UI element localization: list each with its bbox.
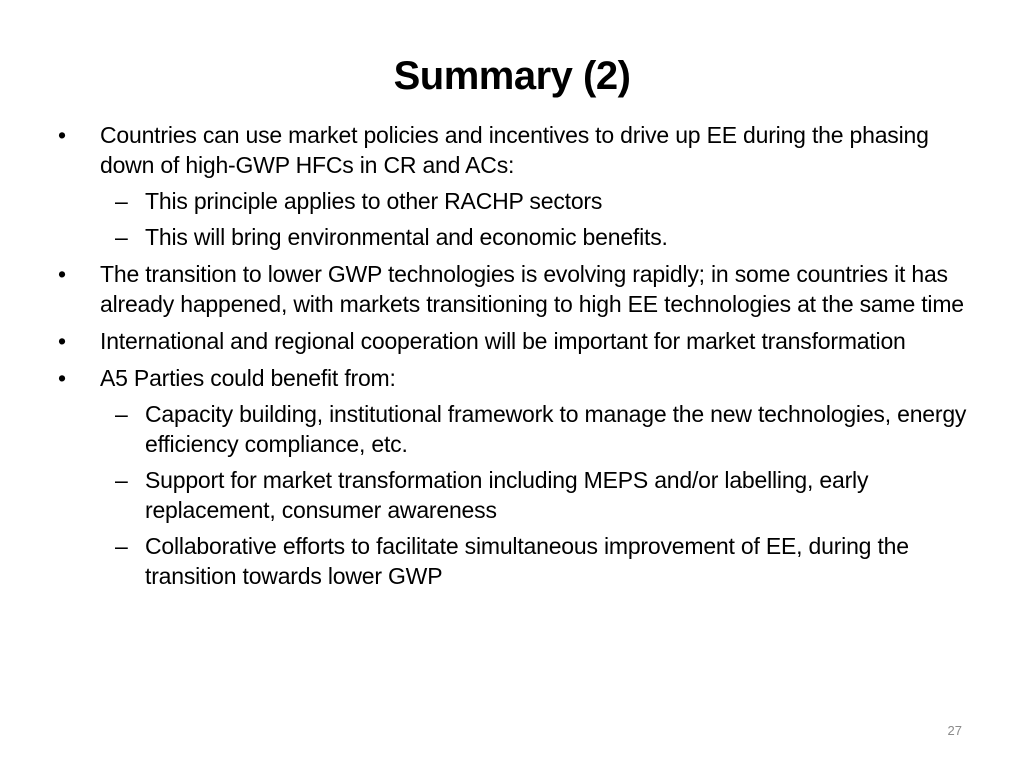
sub-bullet-text: Capacity building, institutional framework to manage the new technologies, energy efficiency compliance, etc. — [145, 401, 967, 457]
bullet-item — [0, 326, 1024, 356]
bullet-text: A5 Parties could benefit from: — [100, 365, 396, 391]
bullet-item — [0, 363, 1024, 393]
sub-bullet-marker: – — [115, 188, 128, 214]
bullet-text: International and regional cooperation will be important for market transformation — [100, 328, 906, 354]
bullet-marker: • — [58, 365, 66, 391]
sub-bullet-marker: – — [115, 467, 128, 493]
bullet-text: The transition to lower GWP technologies is evolving rapidly; in some countries it has already happened, with markets transitioning to high EE technologies at the same time — [100, 261, 964, 317]
bullet-marker: • — [58, 122, 66, 148]
page-number: 27 — [947, 723, 962, 738]
sub-bullet-marker: – — [115, 533, 128, 559]
bullet-item — [0, 259, 1024, 319]
sub-bullet-marker: – — [115, 401, 128, 427]
sub-bullet-marker: – — [115, 224, 128, 250]
bullet-marker: • — [58, 261, 66, 287]
sub-bullet-text: This will bring environmental and economic benefits. — [145, 224, 668, 250]
sub-bullet-item — [0, 465, 1024, 525]
sub-bullet-item — [0, 399, 1024, 459]
sub-bullet-text: Collaborative efforts to facilitate simultaneous improvement of EE, during the transition towards lower GWP — [145, 533, 909, 589]
bullet-text: Countries can use market policies and incentives to drive up EE during the phasing down of high-GWP HFCs in CR and ACs: — [100, 122, 929, 178]
bullet-list — [0, 120, 1024, 591]
sub-bullet-item — [0, 222, 1024, 252]
sub-bullet-item — [0, 531, 1024, 591]
sub-bullet-item — [0, 186, 1024, 216]
sub-bullet-text: Support for market transformation including MEPS and/or labelling, early replacement, consumer awareness — [145, 467, 869, 523]
sub-bullet-text: This principle applies to other RACHP sectors — [145, 188, 603, 214]
bullet-marker: • — [58, 328, 66, 354]
bullet-item — [0, 120, 1024, 180]
slide-title: Summary (2) — [393, 54, 631, 98]
